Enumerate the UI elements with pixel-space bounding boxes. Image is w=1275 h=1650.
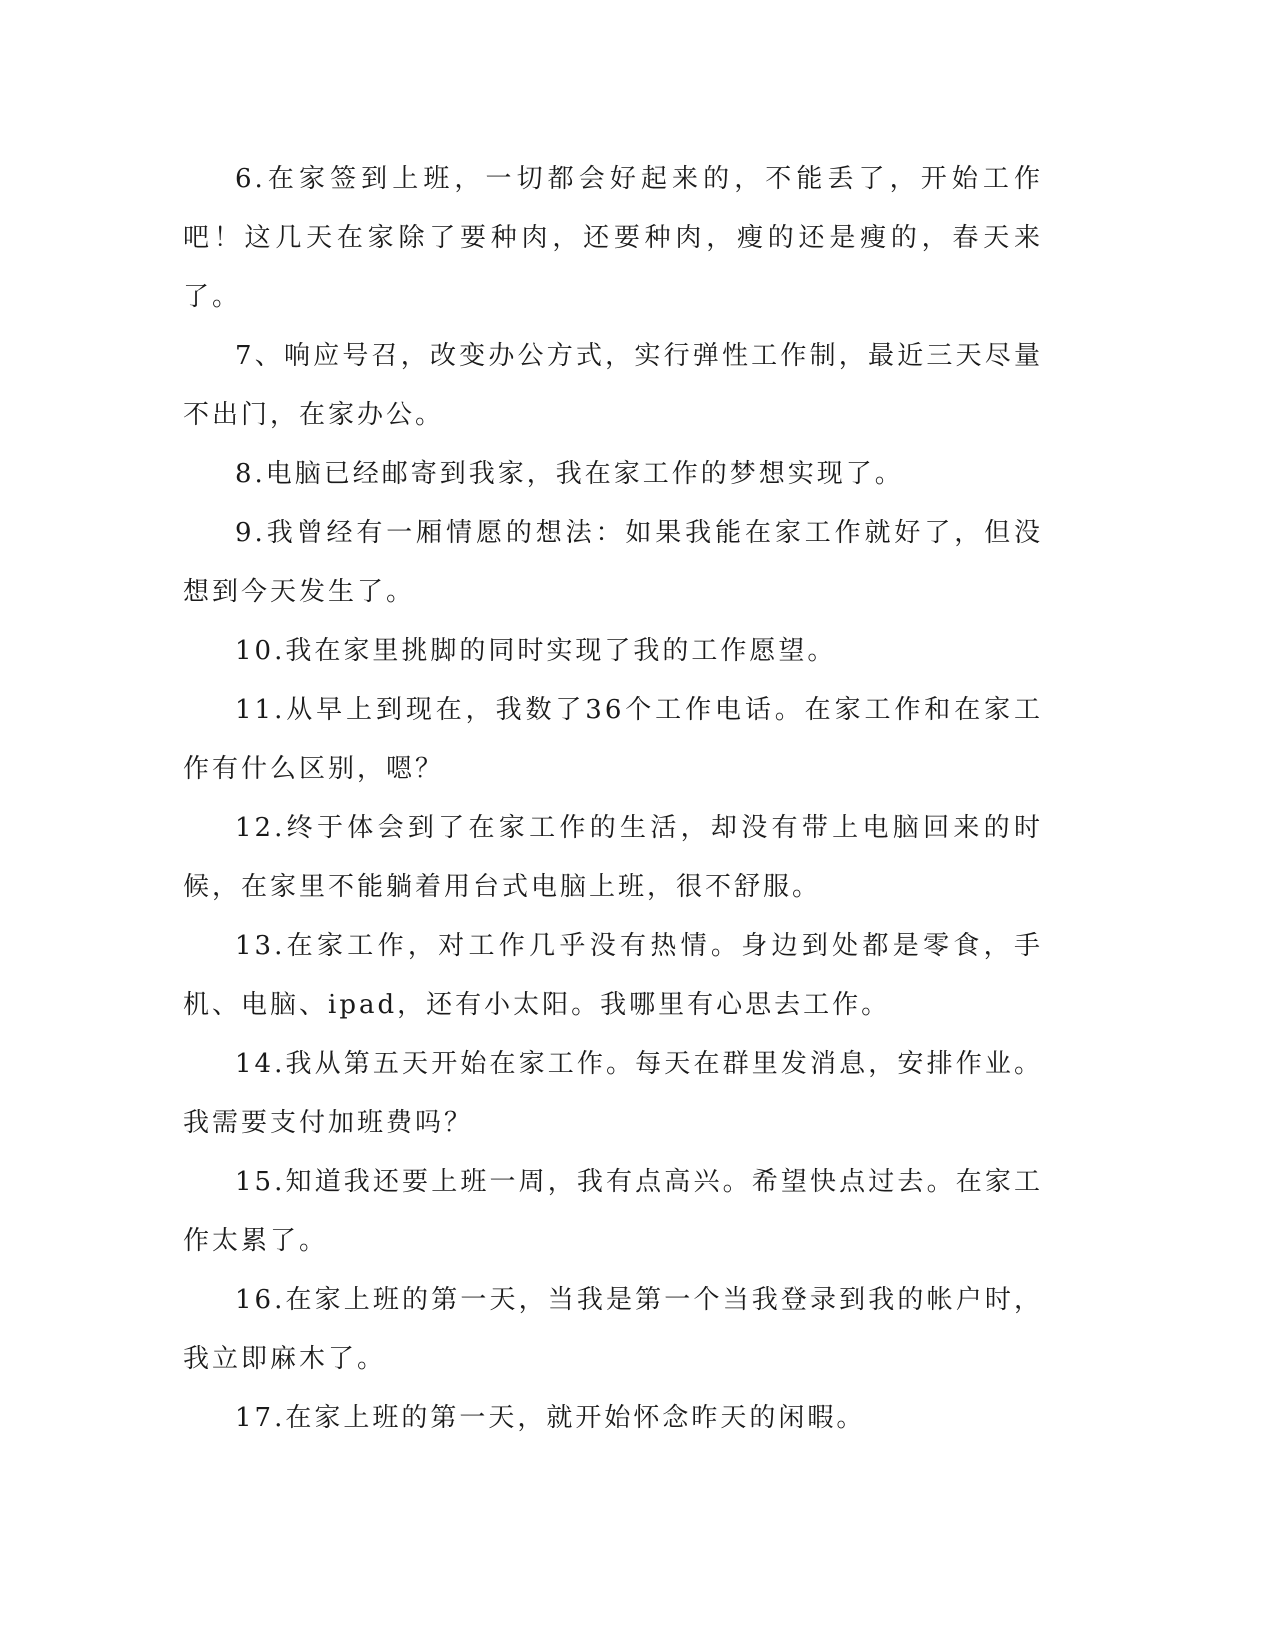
paragraph-15: 15.知道我还要上班一周，我有点高兴。希望快点过去。在家工作太累了。 bbox=[183, 1167, 1043, 1256]
paragraph-6: 6.在家签到上班，一切都会好起来的，不能丢了，开始工作吧！这几天在家除了要种肉，还要种肉，瘦的还是瘦的，春天来了。 bbox=[183, 164, 1043, 312]
paragraph-9: 9.我曾经有一厢情愿的想法：如果我能在家工作就好了，但没想到今天发生了。 bbox=[183, 518, 1043, 607]
paragraph-17: 17.在家上班的第一天，就开始怀念昨天的闲暇。 bbox=[235, 1403, 866, 1433]
document-body bbox=[183, 150, 1043, 1448]
paragraph-10: 10.我在家里挑脚的同时实现了我的工作愿望。 bbox=[235, 636, 837, 666]
paragraph-8: 8.电脑已经邮寄到我家，我在家工作的梦想实现了。 bbox=[235, 459, 904, 489]
paragraph-13: 13.在家工作，对工作几乎没有热情。身边到处都是零食，手机、电脑、ipad，还有小太阳。我哪里有心思去工作。 bbox=[183, 931, 1043, 1020]
paragraph-11: 11.从早上到现在，我数了36个工作电话。在家工作和在家工作有什么区别，嗯？ bbox=[183, 695, 1043, 784]
paragraph-14: 14.我从第五天开始在家工作。每天在群里发消息，安排作业。我需要支付加班费吗？ bbox=[183, 1049, 1043, 1138]
paragraph-12: 12.终于体会到了在家工作的生活，却没有带上电脑回来的时候，在家里不能躺着用台式电脑上班，很不舒服。 bbox=[183, 813, 1043, 902]
paragraph-7: 7、响应号召，改变办公方式，实行弹性工作制，最近三天尽量不出门，在家办公。 bbox=[183, 341, 1043, 430]
paragraph-16: 16.在家上班的第一天，当我是第一个当我登录到我的帐户时，我立即麻木了。 bbox=[183, 1285, 1043, 1374]
